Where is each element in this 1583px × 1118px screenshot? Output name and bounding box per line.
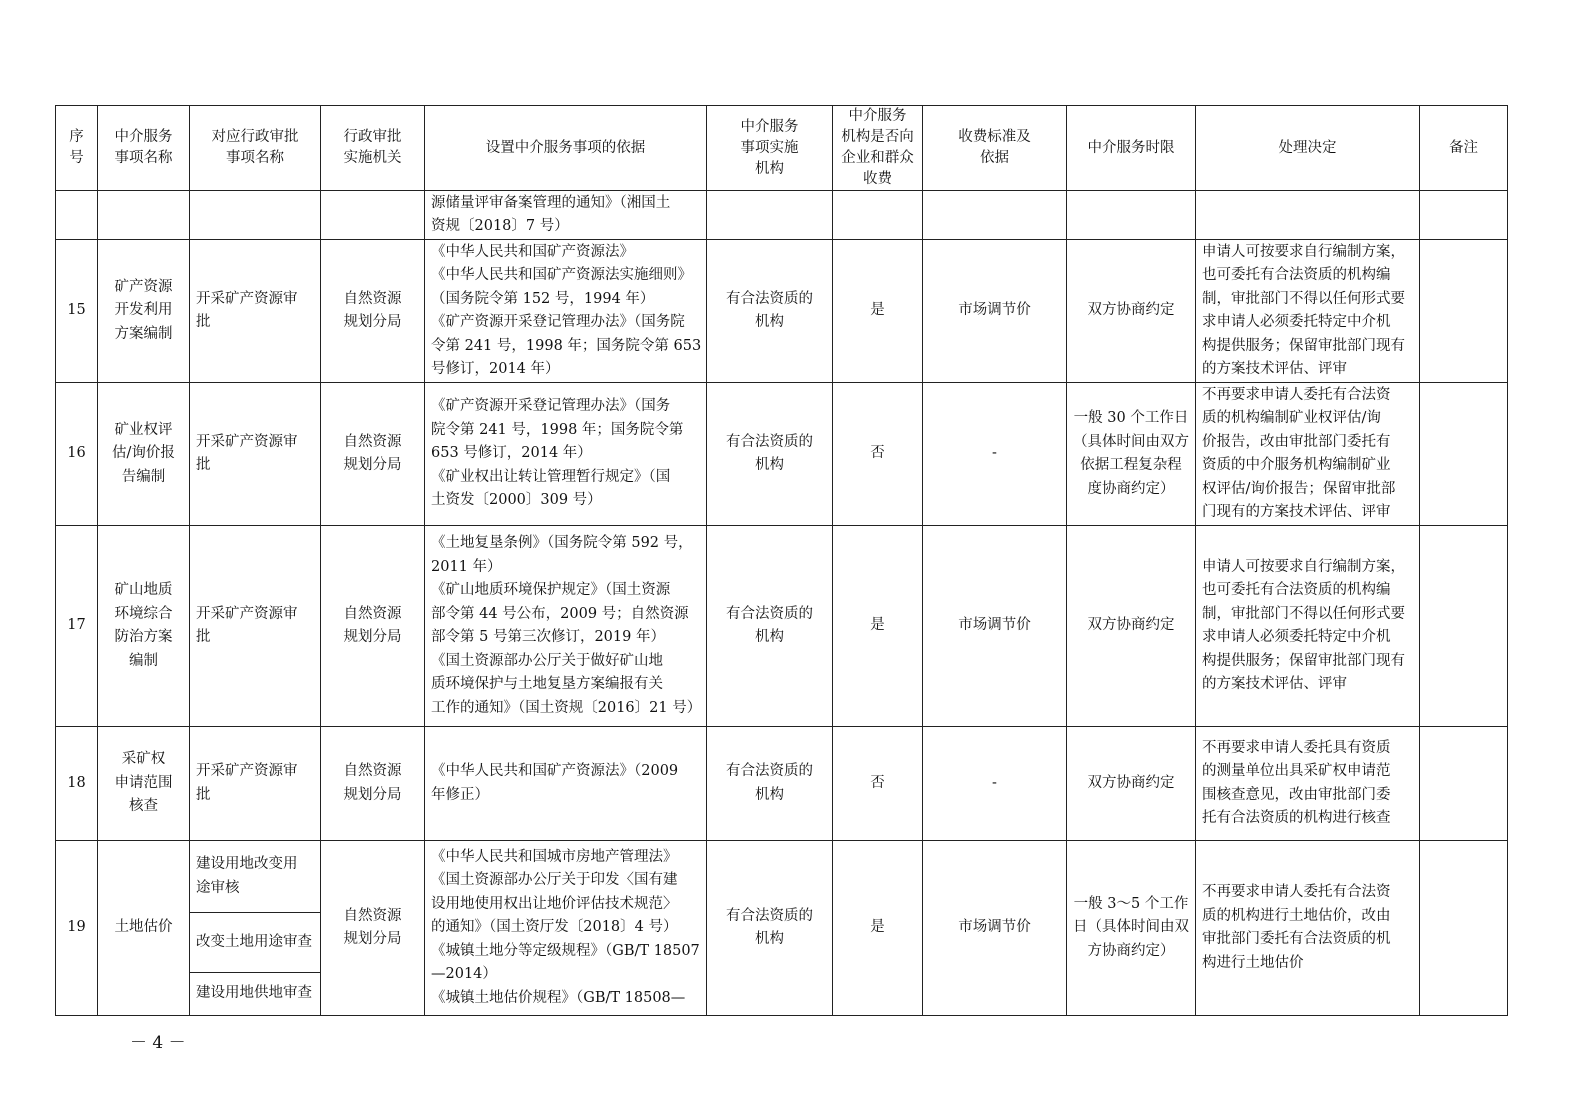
text-line: 申请范围 [114,774,173,791]
text-line: 有合法资质的 [726,290,813,307]
text-line: （具体时间由双方 [1073,433,1189,450]
row-number: 18 [56,727,98,841]
text-line: 令第 241 号，1998 年；国务院令第 653 [431,337,702,354]
approval-cell [190,841,321,913]
text-line: 中介服务时限 [1087,139,1175,156]
text-line: 收费标准及 [958,129,1031,145]
cell [833,191,923,240]
time-limit-cell [1067,526,1196,727]
service-name-cell [98,526,190,727]
table-row [56,727,1508,841]
charge-cell: 是 [833,526,923,727]
header-cell [321,106,425,191]
remark-cell [1420,841,1508,1016]
header-cell [98,106,190,191]
basis-cell [425,383,707,526]
cell [190,191,321,240]
cell [707,191,833,240]
text-line: 防治方案 [114,629,173,645]
text-line: 自然资源 [343,433,402,450]
text-line: 《矿产资源开采登记管理办法》（国务院 [431,314,685,330]
text-line: —2014） [431,966,497,983]
text-line: 编制 [129,652,158,669]
header-cell [923,106,1067,191]
remark-cell [1420,383,1508,526]
text-line: 机构 [755,160,784,177]
text-line: 机构是否向 [841,129,914,145]
fee-cell: 市场调节价 [923,240,1067,383]
approval-cell [190,727,321,841]
text-line: 部令第 5 号第三次修订，2019 年） [431,629,665,645]
text-line: 年修正） [431,786,489,803]
time-limit-cell [1067,727,1196,841]
text-line: 自然资源 [343,605,402,622]
fee-cell: - [923,383,1067,526]
text-line: 部令第 44 号公布，2009 号；自然资源 [431,605,689,622]
text-line: 批 [196,457,211,473]
header-cell [707,106,833,191]
text-line: 依据 [980,150,1009,166]
time-limit-cell [1067,383,1196,526]
text-line: 批 [196,314,211,330]
approval-cell [190,240,321,383]
charge-cell: 否 [833,383,923,526]
table-row [56,526,1508,727]
text-line: 托有合法资质的机构进行核查 [1202,810,1391,826]
institution-cell [707,383,833,526]
agency-cell [321,727,425,841]
basis-cell [425,240,707,383]
text-line: 不再要求申请人委托有合法资 [1202,884,1391,900]
text-line: 《城镇土地分等定级规程》（GB/T 18507 [431,942,700,959]
text-line: 自然资源 [343,763,402,779]
fee-cell: 市场调节价 [923,526,1067,727]
text-line: 价报告，改由审批部门委托有 [1202,433,1391,450]
text-line: 开采矿产资源审 [196,763,298,779]
cell [1196,191,1420,240]
charge-cell: 否 [833,727,923,841]
text-line: 双方协商约定 [1087,774,1175,791]
text-line: 双方协商约定 [1087,617,1175,634]
text-line: 的方案技术评估、评审 [1202,676,1347,692]
text-line: 规划分局 [343,314,402,330]
text-line: 方案编制 [114,325,173,342]
text-line: 质环境保护与土地复垦方案编报有关 [431,676,663,692]
text-line: 行政审批 [343,129,402,145]
text-line: 《国土资源部办公厅关于印发〈国有建 [431,872,678,889]
text-line: 构提供服务；保留审批部门现有 [1202,652,1405,669]
text-line: 有合法资质的 [726,433,813,450]
cell [1420,191,1508,240]
approval-cell [190,526,321,727]
service-name-cell [98,841,190,1016]
decision-cell [1196,526,1420,727]
text-line: 也可委托有合法资质的机构编 [1202,582,1391,598]
row-number: 15 [56,240,98,383]
text-line: 653 号修订，2014 年） [431,445,592,462]
cell [1067,191,1196,240]
fee-cell: - [923,727,1067,841]
text-line: 的通知》（国土资厅发〔2018〕4 号） [431,919,678,936]
text-line: 中介服务 [114,129,173,145]
text-line: 《中华人民共和国矿产资源法实施细则》 [431,267,692,283]
approval-cell [190,383,321,526]
charge-cell: 是 [833,841,923,1016]
table-row-continued [56,191,1508,240]
text-line: 构进行土地估价 [1202,954,1304,971]
text-line: 事项名称 [114,150,173,166]
text-line: 《矿产资源开采登记管理办法》（国务 [431,398,671,415]
text-line: 告编制 [121,468,166,485]
row-number: 19 [56,841,98,1016]
basis-cell [425,727,707,841]
text-line: 中介服务 [848,108,907,124]
text-line: 核查 [129,798,158,815]
text-line: 工作的通知》（国土资规〔2016〕21 号） [431,699,702,716]
text-line: 机构 [755,629,784,645]
text-line: 资质的中介服务机构编制矿业 [1202,457,1391,473]
text-line: 采矿权 [121,751,166,768]
cell [98,191,190,240]
text-line: 门现有的方案技术评估、评审 [1202,504,1391,520]
text-line: 一般 30 个工作日 [1073,410,1189,426]
decision-cell [1196,727,1420,841]
service-name-cell [98,240,190,383]
text-line: 求申请人必须委托特定中介机 [1202,314,1391,330]
header-cell [833,106,923,191]
text-line: 申请人可按要求自行编制方案， [1202,558,1405,575]
text-line: 构提供服务；保留审批部门现有 [1202,337,1405,354]
text-line: 有合法资质的 [726,907,813,924]
text-line: 的测量单位出具采矿权申请范 [1202,763,1391,779]
text-line: 方协商约定） [1087,942,1175,959]
text-line: 机构 [755,314,784,330]
header-cell [425,106,707,191]
text-line: 《土地复垦条例》（国务院令第 592 号， [431,535,693,551]
text-line: 有合法资质的 [726,605,813,622]
text-line: 规划分局 [343,457,402,473]
text-line: 矿产资源 [114,278,173,295]
agency-cell [321,240,425,383]
text-line: 规划分局 [343,786,402,803]
text-line: 制，审批部门不得以任何形式要 [1202,605,1405,622]
text-line: 备注 [1449,139,1478,156]
text-line: 《中华人民共和国矿产资源法》（2009 [431,763,679,779]
text-line: 一般 3～5 个工作 [1073,895,1189,912]
decision-cell [1196,240,1420,383]
text-line: 估/询价报 [112,445,175,462]
row-number: 16 [56,383,98,526]
text-line: 土资发〔2000〕309 号） [431,492,602,509]
text-line: 2011 年） [431,558,502,575]
page-number: － 4 － [130,1033,186,1053]
text-line: 机构 [755,786,784,803]
text-line: 序 [69,129,84,145]
text-line: 权评估/询价报告；保留审批部 [1202,480,1396,497]
text-line: 途审核 [196,879,240,896]
header-cell [1420,106,1508,191]
decision-cell [1196,841,1420,1016]
text-line: 开发利用 [114,302,173,319]
text-line: 制，审批部门不得以任何形式要 [1202,290,1405,307]
text-line: 审批部门委托有合法资质的机 [1202,931,1391,947]
text-line: 开采矿产资源审 [196,433,298,450]
institution-cell [707,526,833,727]
charge-cell: 是 [833,240,923,383]
text-line: 双方协商约定 [1087,302,1175,319]
intermediary-services-table [55,105,1508,1016]
basis-cell [425,526,707,727]
institution-cell [707,727,833,841]
text-line: 求申请人必须委托特定中介机 [1202,629,1391,645]
text-line: 自然资源 [343,290,402,307]
text-line: 批 [196,629,211,645]
time-limit-cell [1067,240,1196,383]
cell [923,191,1067,240]
decision-cell [1196,383,1420,526]
text-line: 事项名称 [226,150,284,166]
text-line: 矿山地质 [114,582,173,598]
row-number: 17 [56,526,98,727]
text-line: 中介服务 [740,118,799,135]
service-name-cell [98,383,190,526]
text-line: 也可委托有合法资质的机构编 [1202,267,1391,283]
text-line: （国务院令第 152 号，1994 年） [431,290,655,307]
institution-cell [707,841,833,1016]
header-cell [190,106,321,191]
cell [56,191,98,240]
header-cell [56,106,98,191]
institution-cell [707,240,833,383]
text-line: 度协商约定） [1087,480,1175,497]
text-line: 批 [196,786,211,803]
text-line: 事项实施 [740,139,799,156]
basis-cell [425,191,707,240]
text-line: 环境综合 [114,605,173,622]
text-line: 《矿山地质环境保护规定》（国土资源 [431,582,671,598]
agency-cell [321,841,425,1016]
text-line: 规划分局 [343,629,402,645]
text-line: 的方案技术评估、评审 [1202,361,1347,377]
header-cell [1196,106,1420,191]
text-line: 日（具体时间由双 [1073,919,1189,936]
text-line: 《矿业权出让转让管理暂行规定》（国 [431,468,671,485]
fee-cell: 市场调节价 [923,841,1067,1016]
approval-cell [190,913,321,973]
remark-cell [1420,240,1508,383]
text-line: 矿业权评 [114,421,173,438]
text-line: 质的机构编制矿业权评估/询 [1202,410,1381,426]
text-line: 《中华人民共和国矿产资源法》 [431,243,634,260]
text-line: 资规〔2018〕7 号） [431,218,569,234]
text-line: 院令第 241 号，1998 年；国务院令第 [431,421,684,438]
text-line: 开采矿产资源审 [196,290,298,307]
header-row [56,106,1508,191]
text-line: 机构 [755,931,784,947]
text-line: 企业和群众 [841,150,914,166]
remark-cell [1420,727,1508,841]
text-line: 处理决定 [1278,139,1337,156]
table-row [56,383,1508,526]
agency-cell [321,383,425,526]
text-line: 号修订，2014 年） [431,361,560,377]
table-row [56,841,1508,913]
text-line: 规划分局 [343,931,402,947]
text-line: 申请人可按要求自行编制方案， [1202,243,1405,260]
text-line: 建设用地供地审查 [196,985,312,1002]
time-limit-cell [1067,841,1196,1016]
text-line: 围核查意见，改由审批部门委 [1202,786,1391,803]
header-cell [1067,106,1196,191]
remark-cell [1420,526,1508,727]
cell [321,191,425,240]
text-line: 设置中介服务事项的依据 [485,139,646,156]
agency-cell [321,526,425,727]
basis-cell [425,841,707,1016]
approval-cell [190,973,321,1016]
text-line: 源储量评审备案管理的通知》（湘国土 [431,194,671,211]
text-line: 《国土资源部办公厅关于做好矿山地 [431,652,663,669]
text-line: 自然资源 [343,907,402,924]
text-line: 号 [69,150,84,166]
text-line: 建设用地改变用 [196,856,298,872]
text-line: 设用地使用权出让地价评估技术规范〉 [431,895,678,912]
text-line: 开采矿产资源审 [196,605,298,622]
text-line: 质的机构进行土地估价，改由 [1202,907,1391,924]
text-line: 机构 [755,457,784,473]
text-line: 实施机关 [343,150,402,166]
text-line: 土地估价 [114,919,173,936]
text-line: 《城镇土地估价规程》（GB/T 18508— [431,989,686,1006]
text-line: 收费 [863,171,892,187]
text-line: 改变土地用途审查 [196,933,312,950]
text-line: 不再要求申请人委托具有资质 [1202,739,1391,756]
text-line: 有合法资质的 [726,763,813,779]
text-line: 不再要求申请人委托有合法资 [1202,386,1391,403]
text-line: 依据工程复杂程 [1080,457,1182,473]
text-line: 对应行政审批 [211,129,299,145]
text-line: 《中华人民共和国城市房地产管理法》 [431,848,678,865]
service-name-cell [98,727,190,841]
table-row [56,240,1508,383]
